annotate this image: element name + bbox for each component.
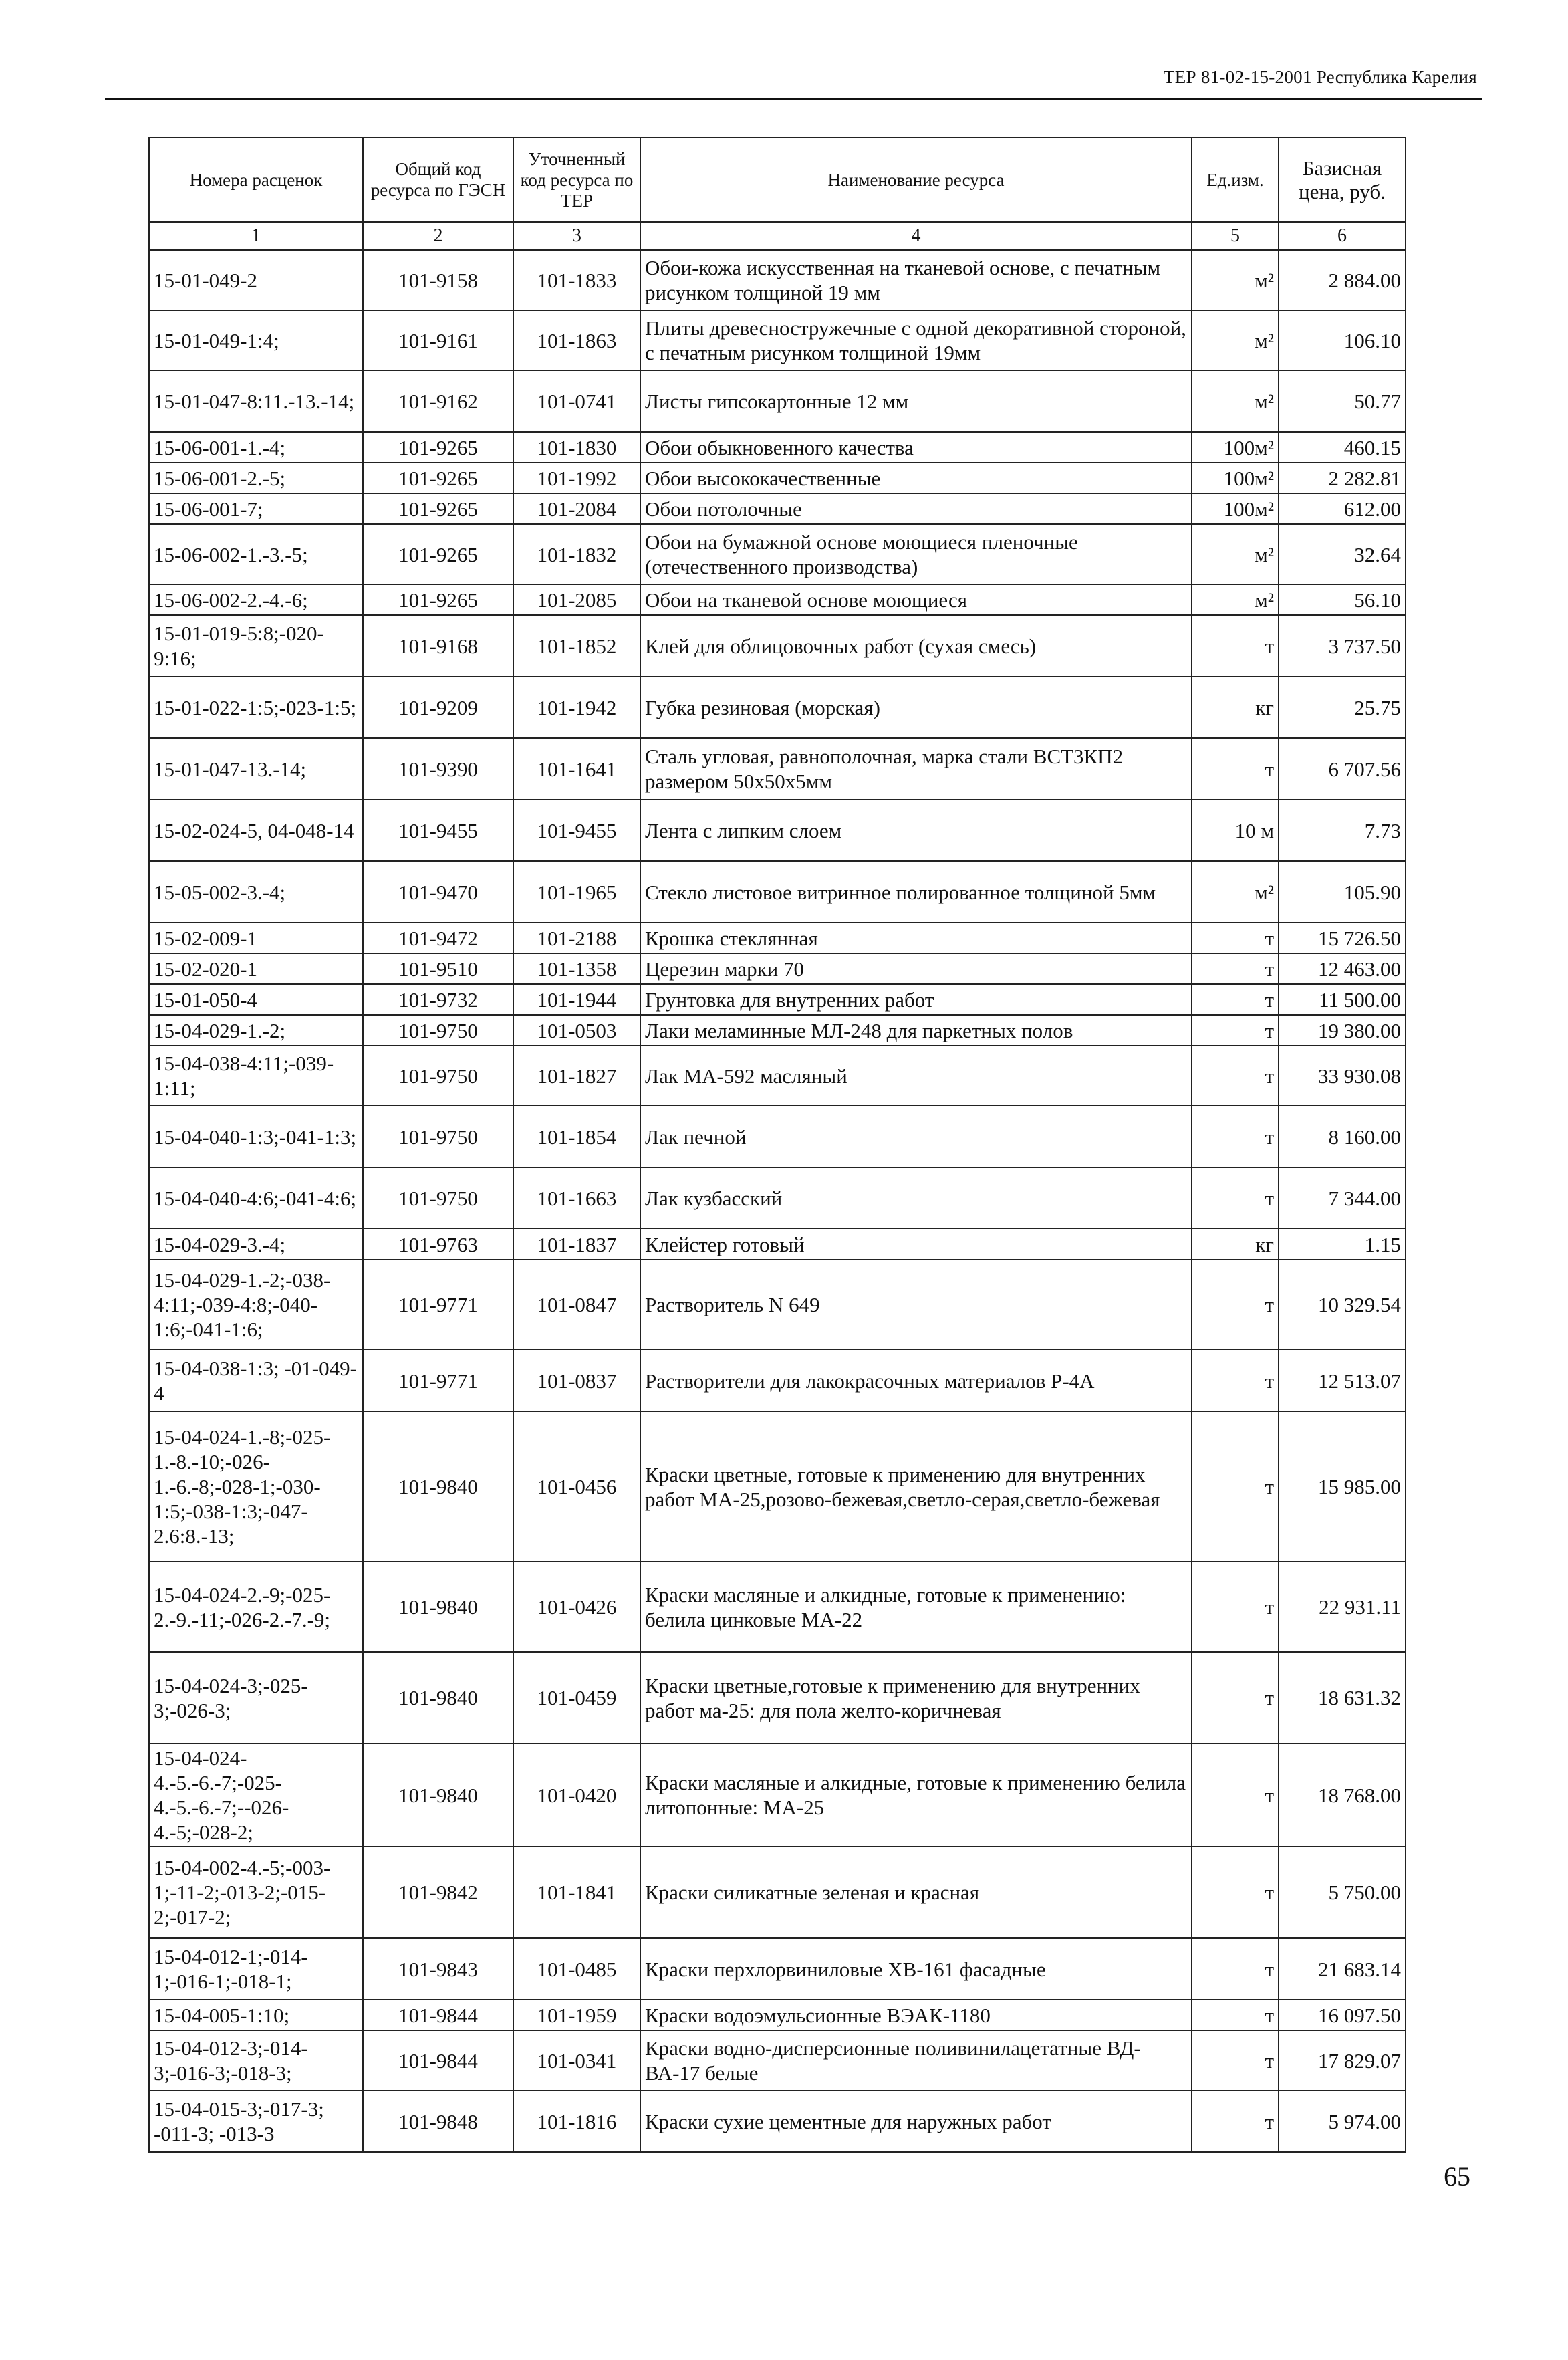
gesn-code-cell: 101-9771 [363,1350,513,1411]
gesn-code-cell: 101-9844 [363,2000,513,2030]
resource-name-cell: Краски цветные,готовые к применению для внутренних работ ма-25: для пола желто-коричневая [640,1652,1192,1744]
table-row [149,861,1406,923]
gesn-code-cell: 101-9750 [363,1046,513,1106]
rate-number-cell: 15-01-047-13.-14; [149,738,363,800]
rate-number-cell: 15-01-049-1:4; [149,310,363,370]
unit-cell: 100м² [1192,493,1279,524]
price-cell: 15 726.50 [1279,923,1406,953]
header-cell: Общий код ресурса по ГЭСН [363,138,513,222]
gesn-code-cell: 101-9168 [363,615,513,677]
unit-cell: м² [1192,584,1279,615]
price-cell: 18 768.00 [1279,1744,1406,1847]
gesn-code-cell: 101-9840 [363,1562,513,1652]
ter-code-cell: 101-1663 [513,1167,640,1229]
table-row [149,2000,1406,2030]
resource-name-cell: Краски масляные и алкидные, готовые к применению белила литопонные: МА-25 [640,1744,1192,1847]
unit-cell: т [1192,1652,1279,1744]
resource-name-cell: Растворители для лакокрасочных материалов Р-4А [640,1350,1192,1411]
header-rule [105,98,1482,100]
gesn-code-cell: 101-9750 [363,1106,513,1167]
ter-code-cell: 101-0459 [513,1652,640,1744]
unit-cell: м² [1192,310,1279,370]
rate-number-cell: 15-04-002-4.-5;-003-1;-11-2;-013-2;-015-2;-017-2; [149,1847,363,1938]
ter-code-cell: 101-1944 [513,984,640,1015]
price-cell: 2 884.00 [1279,250,1406,310]
unit-cell: т [1192,2091,1279,2152]
gesn-code-cell: 101-9750 [363,1167,513,1229]
resource-name-cell: Сталь угловая, равнополочная, марка стали ВСТ3КП2 размером 50х50х5мм [640,738,1192,800]
rate-number-cell: 15-06-001-7; [149,493,363,524]
gesn-code-cell: 101-9510 [363,953,513,984]
header-cell: Ед.изм. [1192,138,1279,222]
table-row [149,250,1406,310]
gesn-code-cell: 101-9265 [363,524,513,584]
rate-number-cell: 15-04-015-3;-017-3; -011-3; -013-3 [149,2091,363,2152]
resource-name-cell: Лак кузбасский [640,1167,1192,1229]
unit-cell: т [1192,1015,1279,1046]
table-row [149,2030,1406,2091]
rate-number-cell: 15-04-040-4:6;-041-4:6; [149,1167,363,1229]
price-cell: 11 500.00 [1279,984,1406,1015]
gesn-code-cell: 101-9209 [363,677,513,738]
price-cell: 15 985.00 [1279,1411,1406,1562]
table-row [149,584,1406,615]
rate-number-cell: 15-02-009-1 [149,923,363,953]
price-cell: 3 737.50 [1279,615,1406,677]
resource-name-cell: Растворитель N 649 [640,1260,1192,1350]
resource-name-cell: Обои на бумажной основе моющиеся пленочные (отечественного производства) [640,524,1192,584]
table-row [149,1411,1406,1562]
resource-table [148,137,1406,2153]
unit-cell: т [1192,953,1279,984]
price-cell: 612.00 [1279,493,1406,524]
resource-name-cell: Листы гипсокартонные 12 мм [640,370,1192,432]
gesn-code-cell: 101-9732 [363,984,513,1015]
resource-name-cell: Краски сухие цементные для наружных работ [640,2091,1192,2152]
rate-number-cell: 15-04-029-3.-4; [149,1229,363,1260]
gesn-code-cell: 101-9161 [363,310,513,370]
table-row [149,1260,1406,1350]
ter-code-cell: 101-2188 [513,923,640,953]
resource-name-cell: Плиты древесностружечные с одной декоративной стороной, с печатным рисунком толщиной 19мм [640,310,1192,370]
price-cell: 18 631.32 [1279,1652,1406,1744]
unit-cell: м² [1192,861,1279,923]
column-number: 1 [149,222,363,250]
table-row [149,1106,1406,1167]
rate-number-cell: 15-04-024-3;-025-3;-026-3; [149,1652,363,1744]
gesn-code-cell: 101-9455 [363,800,513,861]
ter-code-cell: 101-1841 [513,1847,640,1938]
unit-cell: 10 м [1192,800,1279,861]
resource-name-cell: Краски перхлорвиниловые ХВ-161 фасадные [640,1938,1192,2000]
unit-cell: т [1192,1106,1279,1167]
unit-cell: кг [1192,1229,1279,1260]
unit-cell: т [1192,1411,1279,1562]
unit-cell: м² [1192,250,1279,310]
gesn-code-cell: 101-9842 [363,1847,513,1938]
rate-number-cell: 15-04-029-1.-2; [149,1015,363,1046]
resource-name-cell: Краски водно-дисперсионные поливинилацетатные ВД-ВА-17 белые [640,2030,1192,2091]
gesn-code-cell: 101-9840 [363,1652,513,1744]
price-cell: 460.15 [1279,432,1406,463]
price-cell: 50.77 [1279,370,1406,432]
ter-code-cell: 101-1641 [513,738,640,800]
ter-code-cell: 101-1358 [513,953,640,984]
ter-code-cell: 101-1816 [513,2091,640,2152]
resource-name-cell: Краски силикатные зеленая и красная [640,1847,1192,1938]
rate-number-cell: 15-06-002-1.-3.-5; [149,524,363,584]
price-cell: 16 097.50 [1279,2000,1406,2030]
price-cell: 105.90 [1279,861,1406,923]
column-number: 6 [1279,222,1406,250]
table-row [149,953,1406,984]
ter-code-cell: 101-0485 [513,1938,640,2000]
unit-cell: м² [1192,524,1279,584]
table-row [149,1167,1406,1229]
ter-code-cell: 101-1959 [513,2000,640,2030]
gesn-code-cell: 101-9472 [363,923,513,953]
price-cell: 5 750.00 [1279,1847,1406,1938]
column-number-row [149,222,1406,250]
resource-name-cell: Лента с липким слоем [640,800,1192,861]
price-cell: 22 931.11 [1279,1562,1406,1652]
gesn-code-cell: 101-9763 [363,1229,513,1260]
resource-name-cell: Обои потолочные [640,493,1192,524]
unit-cell: 100м² [1192,463,1279,493]
rate-number-cell: 15-04-038-1:3; -01-049-4 [149,1350,363,1411]
table-row [149,432,1406,463]
table-row [149,800,1406,861]
table-row [149,1847,1406,1938]
ter-code-cell: 101-1942 [513,677,640,738]
resource-name-cell: Клейстер готовый [640,1229,1192,1260]
rate-number-cell: 15-05-002-3.-4; [149,861,363,923]
unit-cell: 100м² [1192,432,1279,463]
table-row [149,1938,1406,2000]
unit-cell: т [1192,2000,1279,2030]
resource-name-cell: Краски цветные, готовые к применению для внутренних работ МА-25,розово-бежевая,светло-серая,светло-бежевая [640,1411,1192,1562]
table-row [149,738,1406,800]
rate-number-cell: 15-04-024-4.-5.-6.-7;-025-4.-5.-6.-7;--026-4.-5;-028-2; [149,1744,363,1847]
rate-number-cell: 15-04-012-3;-014-3;-016-3;-018-3; [149,2030,363,2091]
header-cell: Уточненный код ресурса по ТЕР [513,138,640,222]
table-row [149,463,1406,493]
unit-cell: т [1192,1744,1279,1847]
price-cell: 10 329.54 [1279,1260,1406,1350]
unit-cell: т [1192,1938,1279,2000]
price-cell: 6 707.56 [1279,738,1406,800]
table-row [149,1652,1406,1744]
table-row [149,310,1406,370]
ter-code-cell: 101-2085 [513,584,640,615]
gesn-code-cell: 101-9265 [363,432,513,463]
table-row [149,1229,1406,1260]
header-cell: Базисная цена, руб. [1279,138,1406,222]
gesn-code-cell: 101-9390 [363,738,513,800]
resource-name-cell: Обои высококачественные [640,463,1192,493]
ter-code-cell: 101-1832 [513,524,640,584]
table-header-row [149,138,1406,222]
unit-cell: т [1192,738,1279,800]
rate-number-cell: 15-01-050-4 [149,984,363,1015]
resource-name-cell: Лаки меламинные МЛ-248 для паркетных полов [640,1015,1192,1046]
price-cell: 33 930.08 [1279,1046,1406,1106]
price-cell: 12 513.07 [1279,1350,1406,1411]
gesn-code-cell: 101-9843 [363,1938,513,2000]
price-cell: 8 160.00 [1279,1106,1406,1167]
price-cell: 19 380.00 [1279,1015,1406,1046]
price-cell: 32.64 [1279,524,1406,584]
table-row [149,1744,1406,1847]
ter-code-cell: 101-0420 [513,1744,640,1847]
header-cell: Наименование ресурса [640,138,1192,222]
price-cell: 2 282.81 [1279,463,1406,493]
ter-code-cell: 101-1863 [513,310,640,370]
rate-number-cell: 15-02-024-5, 04-048-14 [149,800,363,861]
unit-cell: т [1192,1046,1279,1106]
document-header: ТЕР 81-02-15-2001 Республика Карелия [1163,67,1477,87]
gesn-code-cell: 101-9840 [363,1744,513,1847]
ter-code-cell: 101-0503 [513,1015,640,1046]
resource-name-cell: Клей для облицовочных работ (сухая смесь) [640,615,1192,677]
ter-code-cell: 101-0741 [513,370,640,432]
ter-code-cell: 101-2084 [513,493,640,524]
ter-code-cell: 101-1854 [513,1106,640,1167]
unit-cell: т [1192,1260,1279,1350]
rate-number-cell: 15-06-002-2.-4.-6; [149,584,363,615]
rate-number-cell: 15-04-005-1:10; [149,2000,363,2030]
ter-code-cell: 101-1827 [513,1046,640,1106]
table-row [149,1562,1406,1652]
rate-number-cell: 15-04-012-1;-014-1;-016-1;-018-1; [149,1938,363,2000]
unit-cell: т [1192,1167,1279,1229]
ter-code-cell: 101-1992 [513,463,640,493]
unit-cell: т [1192,1350,1279,1411]
rate-number-cell: 15-04-040-1:3;-041-1:3; [149,1106,363,1167]
table-row [149,370,1406,432]
price-cell: 1.15 [1279,1229,1406,1260]
unit-cell: т [1192,984,1279,1015]
rate-number-cell: 15-01-019-5:8;-020-9:16; [149,615,363,677]
resource-name-cell: Грунтовка для внутренних работ [640,984,1192,1015]
resource-name-cell: Лак МА-592 масляный [640,1046,1192,1106]
rate-number-cell: 15-01-049-2 [149,250,363,310]
table-row [149,493,1406,524]
column-number: 2 [363,222,513,250]
table-row [149,615,1406,677]
resource-name-cell: Губка резиновая (морская) [640,677,1192,738]
gesn-code-cell: 101-9771 [363,1260,513,1350]
price-cell: 17 829.07 [1279,2030,1406,2091]
unit-cell: м² [1192,370,1279,432]
rate-number-cell: 15-02-020-1 [149,953,363,984]
resource-name-cell: Краски водоэмульсионные ВЭАК-1180 [640,2000,1192,2030]
rate-number-cell: 15-01-022-1:5;-023-1:5; [149,677,363,738]
unit-cell: т [1192,1847,1279,1938]
column-number: 4 [640,222,1192,250]
ter-code-cell: 101-1965 [513,861,640,923]
table-row [149,524,1406,584]
gesn-code-cell: 101-9750 [363,1015,513,1046]
price-cell: 12 463.00 [1279,953,1406,984]
gesn-code-cell: 101-9158 [363,250,513,310]
column-number: 5 [1192,222,1279,250]
price-cell: 7 344.00 [1279,1167,1406,1229]
resource-name-cell: Стекло листовое витринное полированное толщиной 5мм [640,861,1192,923]
ter-code-cell: 101-0837 [513,1350,640,1411]
rate-number-cell: 15-04-029-1.-2;-038-4:11;-039-4:8;-040-1:6;-041-1:6; [149,1260,363,1350]
unit-cell: т [1192,615,1279,677]
ter-code-cell: 101-0341 [513,2030,640,2091]
table-row [149,1350,1406,1411]
table-row [149,2091,1406,2152]
gesn-code-cell: 101-9162 [363,370,513,432]
ter-code-cell: 101-0426 [513,1562,640,1652]
table-row [149,677,1406,738]
header-cell: Номера расценок [149,138,363,222]
unit-cell: т [1192,923,1279,953]
ter-code-cell: 101-1833 [513,250,640,310]
price-cell: 56.10 [1279,584,1406,615]
unit-cell: кг [1192,677,1279,738]
gesn-code-cell: 101-9848 [363,2091,513,2152]
resource-name-cell: Краски масляные и алкидные, готовые к применению: белила цинковые МА-22 [640,1562,1192,1652]
price-cell: 5 974.00 [1279,2091,1406,2152]
ter-code-cell: 101-9455 [513,800,640,861]
rate-number-cell: 15-04-024-2.-9;-025-2.-9.-11;-026-2.-7.-9; [149,1562,363,1652]
unit-cell: т [1192,2030,1279,2091]
rate-number-cell: 15-04-024-1.-8;-025-1.-8.-10;-026-1.-6.-8;-028-1;-030-1:5;-038-1:3;-047-2.6:8.-13; [149,1411,363,1562]
gesn-code-cell: 101-9470 [363,861,513,923]
ter-code-cell: 101-0847 [513,1260,640,1350]
unit-cell: т [1192,1562,1279,1652]
price-cell: 25.75 [1279,677,1406,738]
price-cell: 21 683.14 [1279,1938,1406,2000]
column-number: 3 [513,222,640,250]
price-cell: 7.73 [1279,800,1406,861]
rate-number-cell: 15-06-001-2.-5; [149,463,363,493]
ter-code-cell: 101-0456 [513,1411,640,1562]
price-cell: 106.10 [1279,310,1406,370]
table-row [149,1046,1406,1106]
resource-name-cell: Церезин марки 70 [640,953,1192,984]
gesn-code-cell: 101-9265 [363,463,513,493]
resource-name-cell: Обои-кожа искусственная на тканевой основе, с печатным рисунком толщиной 19 мм [640,250,1192,310]
ter-code-cell: 101-1852 [513,615,640,677]
ter-code-cell: 101-1830 [513,432,640,463]
page-number: 65 [1444,2161,1470,2192]
resource-name-cell: Лак печной [640,1106,1192,1167]
gesn-code-cell: 101-9265 [363,584,513,615]
rate-number-cell: 15-01-047-8:11.-13.-14; [149,370,363,432]
table-row [149,984,1406,1015]
gesn-code-cell: 101-9840 [363,1411,513,1562]
ter-code-cell: 101-1837 [513,1229,640,1260]
gesn-code-cell: 101-9265 [363,493,513,524]
resource-name-cell: Обои на тканевой основе моющиеся [640,584,1192,615]
resource-name-cell: Крошка стеклянная [640,923,1192,953]
gesn-code-cell: 101-9844 [363,2030,513,2091]
rate-number-cell: 15-06-001-1.-4; [149,432,363,463]
resource-name-cell: Обои обыкновенного качества [640,432,1192,463]
table-row [149,1015,1406,1046]
table-row [149,923,1406,953]
rate-number-cell: 15-04-038-4:11;-039-1:11; [149,1046,363,1106]
